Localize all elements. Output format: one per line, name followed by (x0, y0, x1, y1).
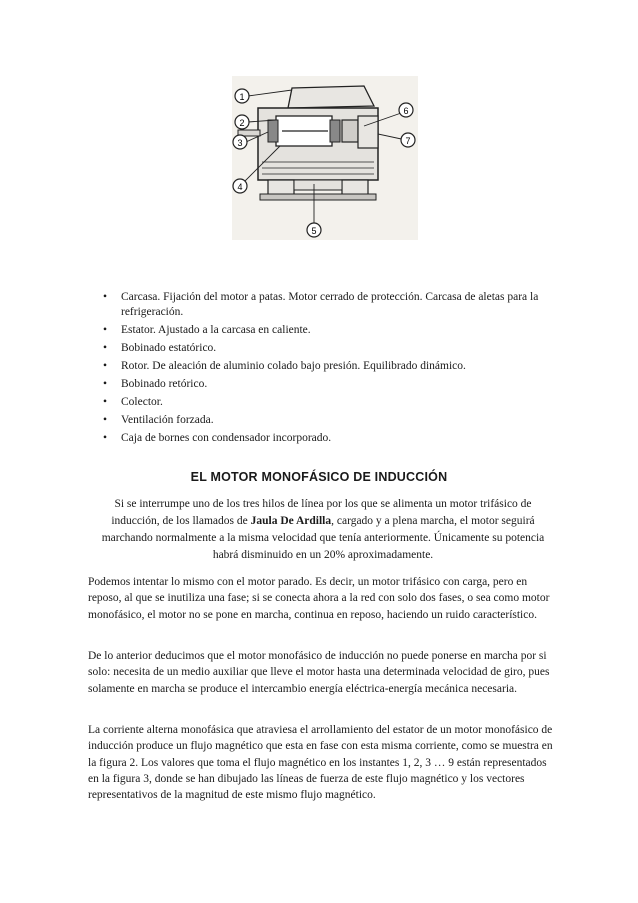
bullet-icon: • (103, 432, 108, 445)
list-item (100, 431, 560, 446)
list-item-text: Caja de bornes con condensador incorporado. (121, 432, 332, 445)
bullet-icon: • (103, 341, 108, 354)
intro-text-after: , cargado y a plena marcha, el motor seguirá marchando normalmente a la misma velocidad que tenía anteriormente. Únicamente su potencia habrá disminuido en un 20% aproximadamente. (101, 515, 545, 561)
callout-6 (399, 103, 413, 117)
list-item (100, 290, 560, 319)
list-item-text: Rotor. De aleación de aluminio colado bajo presión. Equilibrado dinámico. (121, 359, 466, 372)
list-item (100, 413, 560, 428)
list-item-text: Colector. (121, 396, 163, 409)
motor-cutaway-figure (232, 76, 418, 240)
bullet-icon: • (103, 414, 108, 427)
callout-4-label: 4 (237, 182, 243, 192)
callout-1-label: 1 (239, 92, 245, 102)
intro-bold-term: Jaula De Ardilla (250, 515, 332, 527)
intro-text-before: Si se interrumpe uno de los tres hilos de línea por los que se alimenta un motor trifásico de inducción, de los llamados de (111, 498, 532, 527)
callout-1 (235, 89, 249, 103)
bullet-icon: • (103, 291, 108, 303)
list-item (100, 359, 560, 374)
list-item-text: Carcasa. Fijación del motor a patas. Motor cerrado de protección. Carcasa de aletas para la refrigeración. (121, 291, 539, 318)
list-item (100, 323, 560, 338)
callout-7-label: 7 (405, 136, 411, 146)
body-paragraph-1: Podemos intentar lo mismo con el motor parado. Es decir, un motor trifásico con carga, pero en reposo, al que se inutiliza una fase; si se conecta ahora a la red con solo dos fases, o sea como motor monofásico, el motor no se pone en marcha, continua en reposo, haciendo un ruido característico. (88, 576, 550, 621)
bullet-icon: • (103, 377, 108, 390)
list-item (100, 395, 560, 410)
callout-4 (233, 179, 247, 193)
motor-parts-list (100, 290, 560, 449)
callout-3-label: 3 (237, 138, 243, 148)
bullet-icon: • (103, 396, 108, 409)
callout-6-label: 6 (403, 106, 409, 116)
callout-7 (401, 133, 415, 147)
callout-2 (235, 115, 249, 129)
body-paragraph-2: De lo anterior deducimos que el motor monofásico de inducción no puede ponerse en marcha por si solo: necesita de un medio auxiliar que lleve el motor hasta una determinada velocidad de giro, pues solamente en marcha se produce el intercambio energía eléctrica-energía mecánica necesaria. (88, 650, 550, 695)
bullet-icon: • (103, 323, 108, 336)
list-item (100, 377, 560, 392)
figure-callouts (232, 76, 418, 240)
callout-5 (307, 223, 321, 237)
callout-5-label: 5 (311, 226, 317, 236)
body-paragraph-3: La corriente alterna monofásica que atraviesa el arrollamiento del estator de un motor monofásico de inducción produce un flujo magnético que esta en fase con esta misma corriente, como se muestra en la figura 2. Los valores que toma el flujo magnético en los instantes 1, 2, 3 … 9 están representados en la figura 3, donde se han dibujado las líneas de fuerza de este flujo magnético y los vectores representativos de la magnitud de este mismo flujo magnético. (88, 724, 553, 802)
section-title: EL MOTOR MONOFÁSICO DE INDUCCIÓN (190, 470, 448, 484)
callout-3 (233, 135, 247, 149)
list-item-text: Bobinado estatórico. (121, 341, 217, 354)
list-item (100, 341, 560, 356)
bullet-icon: • (103, 359, 108, 372)
list-item-text: Estator. Ajustado a la carcasa en caliente. (121, 323, 311, 336)
list-item-text: Bobinado retórico. (121, 377, 208, 390)
list-item-text: Ventilación forzada. (121, 414, 214, 427)
intro-paragraph (90, 496, 556, 564)
callout-2-label: 2 (239, 118, 245, 128)
